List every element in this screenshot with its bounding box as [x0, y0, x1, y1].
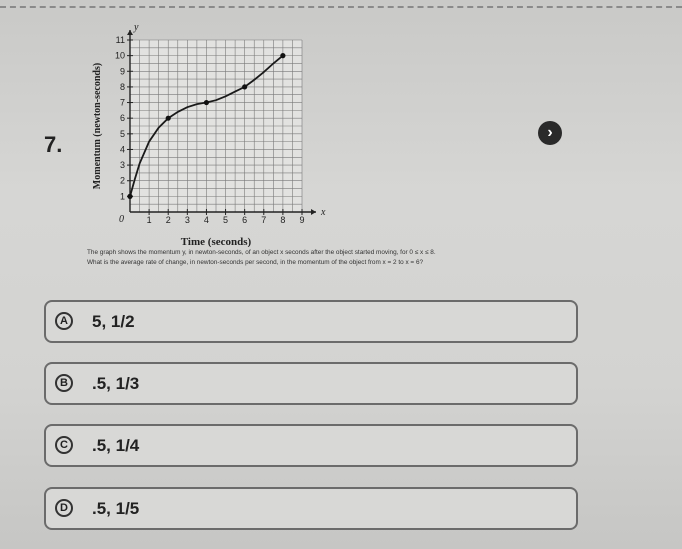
option-a[interactable]	[44, 300, 578, 343]
y-axis-arrow	[127, 30, 133, 35]
next-button[interactable]: ›	[538, 121, 562, 145]
origin-label: 0	[119, 214, 124, 225]
x-tick-label: 5	[223, 215, 229, 225]
y-tick-label: 8	[119, 81, 125, 92]
data-point	[127, 194, 132, 199]
momentum-chart	[86, 22, 326, 247]
option-a-letter: A	[55, 312, 73, 330]
y-tick-label: 9	[119, 66, 125, 77]
y-tick-label: 11	[115, 35, 125, 45]
data-point	[166, 116, 171, 121]
x-tick-label: 6	[242, 215, 248, 225]
option-d-letter: D	[55, 499, 73, 517]
y-axis-letter: y	[134, 22, 139, 33]
option-d-text: .5, 1/5	[92, 499, 140, 518]
question-prompt	[87, 248, 587, 268]
prompt-line-1: The graph shows the momentum y, in newton-seconds, of an object x seconds after the object started moving, for 0 ≤ x ≤ 8.	[87, 249, 436, 256]
option-d[interactable]	[44, 487, 578, 530]
top-dashed-border	[0, 6, 682, 8]
x-tick-label: 7	[261, 215, 267, 225]
data-point	[204, 100, 209, 105]
x-tick-label: 3	[184, 215, 190, 225]
x-axis-label: Time (seconds)	[180, 236, 252, 247]
option-b-text: .5, 1/3	[92, 374, 140, 393]
x-tick-label: 4	[203, 215, 209, 225]
prompt-line-2: What is the average rate of change, in newton-seconds per second, in the momentum of the object from x = 2 to x = 6?	[87, 259, 424, 266]
option-b[interactable]	[44, 362, 578, 405]
option-c-text: .5, 1/4	[92, 436, 140, 455]
y-tick-label: 10	[114, 50, 125, 61]
y-axis-label: Momentum (newton-seconds)	[92, 62, 103, 190]
x-tick-label: 1	[146, 215, 152, 225]
y-tick-label: 7	[119, 97, 125, 108]
x-axis-letter: x	[321, 207, 326, 218]
option-c[interactable]	[44, 424, 578, 467]
question-number: 7.	[44, 132, 63, 157]
x-tick-label: 2	[165, 215, 171, 225]
x-axis-arrow	[311, 209, 316, 215]
option-b-letter: B	[55, 374, 73, 392]
y-tick-label: 6	[119, 113, 125, 124]
data-point	[280, 53, 285, 58]
y-tick-label: 2	[119, 175, 125, 186]
y-tick-label: 1	[119, 191, 125, 202]
x-tick-label: 9	[299, 215, 305, 225]
data-point	[242, 84, 247, 89]
y-tick-label: 3	[119, 160, 125, 171]
option-c-letter: C	[55, 436, 73, 454]
option-a-text: 5, 1/2	[92, 312, 135, 331]
y-tick-label: 4	[119, 144, 125, 155]
x-tick-label: 8	[280, 215, 286, 225]
y-tick-label: 5	[119, 128, 125, 139]
